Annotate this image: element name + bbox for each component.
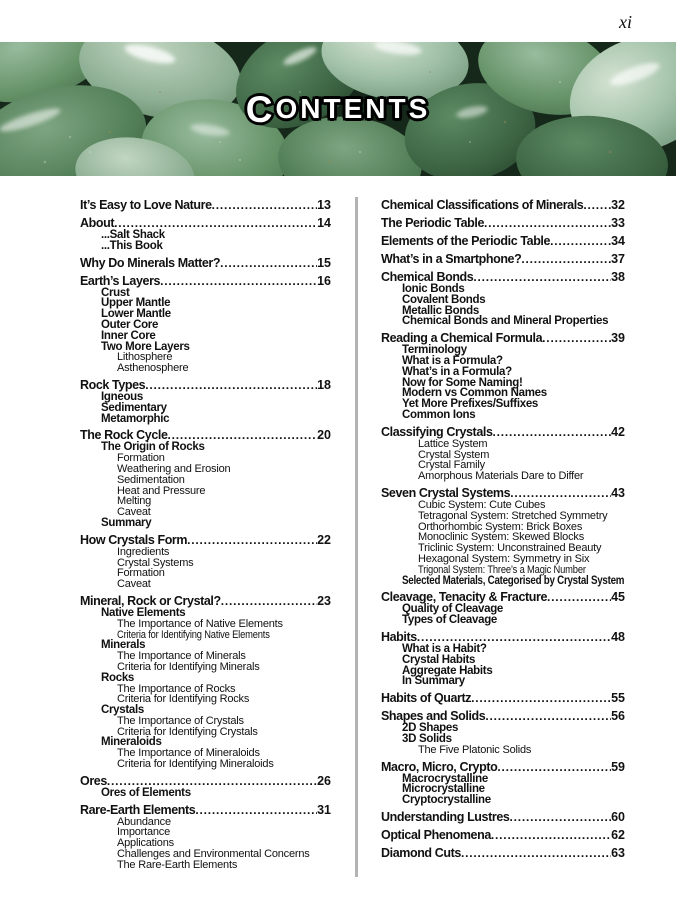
toc-entry-title: Elements of the Periodic Table (381, 234, 551, 248)
toc-page-number: 32 (611, 198, 625, 212)
toc-page-number: 62 (611, 827, 625, 842)
toc-entry (80, 774, 331, 788)
toc-subitem: Macrocrystalline (402, 772, 488, 785)
toc-subitem: Criteria for Identifying Mineraloids (117, 758, 274, 771)
toc-subitem: ...This Book (101, 239, 163, 252)
toc-subitem: 2D Shapes (402, 722, 459, 735)
toc-subitem: Criteria for Identifying Minerals (117, 660, 260, 673)
toc-page-number: 59 (611, 759, 625, 774)
toc-page-number: 23 (317, 593, 331, 608)
toc-subitem: Heat and Pressure (117, 484, 206, 497)
toc-entry-title: Macro, Micro, Crypto (381, 759, 498, 774)
toc-section (80, 198, 331, 212)
dot-leader (145, 378, 317, 392)
toc-subitem: Formation (117, 452, 165, 465)
toc-subitem: Caveat (117, 578, 151, 591)
dot-leader (473, 270, 611, 284)
toc-page-number: 42 (611, 424, 625, 439)
toc-section (381, 760, 625, 806)
toc-entry-title: Understanding Lustres (381, 809, 510, 824)
dot-leader (461, 846, 611, 860)
toc-subitem: Applications (117, 837, 174, 850)
toc-subitem: Trigonal System: Three’s a Magic Number (418, 563, 586, 576)
toc-subitem: Two More Layers (101, 340, 190, 353)
dot-leader (160, 274, 317, 288)
toc-subitem: Quality of Cleavage (402, 603, 504, 616)
toc-page-number: 20 (317, 428, 331, 443)
toc-page-number: 26 (317, 773, 331, 788)
toc-section (80, 378, 331, 424)
toc-page-number: 56 (611, 709, 625, 724)
dot-leader (187, 533, 317, 547)
toc-entry-title: Why Do Minerals Matter? (80, 255, 221, 270)
dot-leader (212, 198, 317, 212)
toc-subitem: Ores of Elements (101, 786, 191, 799)
toc-entry (381, 810, 625, 824)
toc-entry-title: Seven Crystal Systems (381, 485, 511, 500)
toc-subitem: Sedimentation (117, 473, 185, 486)
dot-leader (497, 760, 611, 774)
toc-entry (80, 274, 331, 288)
toc-page-number: 45 (611, 590, 625, 605)
toc-section (381, 331, 625, 421)
toc-subitem: Native Elements (101, 606, 186, 619)
toc-entry-title: Mineral, Rock or Crystal? (80, 593, 221, 608)
dot-leader (542, 331, 611, 345)
toc-entry-title: The Rock Cycle (80, 428, 168, 443)
toc-entry-title: Chemical Classifications of Minerals (381, 198, 584, 212)
dot-leader (491, 828, 611, 842)
toc-subitem: Terminology (402, 344, 467, 357)
toc-entry-title: Cleavage, Tenacity & Fracture (381, 590, 548, 605)
toc-subitem: Caveat (117, 506, 151, 519)
toc-entry (80, 428, 331, 442)
toc-section (381, 425, 625, 482)
toc-entry-title: Shapes and Solids (381, 709, 486, 724)
toc-subitem: The Importance of Crystals (117, 714, 244, 727)
toc-subitem: In Summary (402, 675, 465, 688)
toc-section (80, 216, 331, 252)
toc-entry-title: Optical Phenomena (381, 827, 491, 842)
toc-entry (381, 691, 625, 705)
toc-section (80, 428, 331, 528)
toc-section (381, 828, 625, 842)
toc-subitem: Criteria for Identifying Rocks (117, 693, 250, 706)
toc-subitem: Weathering and Erosion (117, 462, 231, 475)
toc-page-number: 43 (611, 485, 625, 500)
toc-subitem: Selected Materials, Categorised by Crystal System (402, 574, 625, 587)
toc-subitem: Ingredients (117, 545, 170, 558)
toc-subitem: Metamorphic (101, 412, 170, 425)
dot-leader (485, 709, 611, 723)
dot-leader (493, 425, 612, 439)
toc-entry (381, 216, 625, 230)
toc-subitem: Cubic System: Cute Cubes (418, 498, 546, 511)
toc-subitem: What is a Formula? (402, 354, 503, 367)
dot-leader (220, 256, 317, 270)
toc-page-number: 13 (317, 198, 331, 212)
toc-entry-title: Reading a Chemical Formula (381, 331, 543, 346)
contents-title-initial: C (245, 88, 276, 130)
toc-entry (381, 828, 625, 842)
toc-subitem: Chemical Bonds and Mineral Properties (402, 315, 609, 328)
toc-subitem: Outer Core (101, 318, 159, 331)
toc-subitem: Lower Mantle (101, 308, 171, 321)
toc-entry (381, 252, 625, 266)
dot-leader (583, 198, 611, 212)
toc-subitem: Covalent Bonds (402, 293, 486, 306)
toc-subitem: Melting (117, 495, 152, 508)
toc-subitem: Mineraloids (101, 736, 162, 749)
toc-section (381, 252, 625, 266)
toc-subitem: Minerals (101, 639, 146, 652)
toc-section (80, 803, 331, 871)
toc-page-number: 63 (611, 845, 625, 860)
toc-entry (381, 486, 625, 500)
toc-subitem: Triclinic System: Unconstrained Beauty (418, 542, 602, 555)
toc-subitem: Formation (117, 567, 165, 580)
toc-section (80, 274, 331, 374)
toc-subitem: Lattice System (418, 437, 488, 450)
dot-leader (547, 590, 611, 604)
toc-subitem: Aggregate Habits (402, 664, 493, 677)
toc-page-number: 37 (611, 252, 625, 266)
toc-subitem: Inner Core (101, 329, 156, 342)
toc-subitem: Summary (101, 516, 152, 529)
toc-entry (381, 630, 625, 644)
toc-subitem: Criteria for Identifying Crystals (117, 725, 258, 738)
toc-subitem: What is a Habit? (402, 642, 487, 655)
toc-subitem: Modern vs Common Names (402, 387, 547, 400)
contents-title (0, 42, 676, 176)
toc-subitem: Lithosphere (117, 351, 173, 364)
toc-page-number: 15 (317, 255, 331, 270)
toc-section (381, 270, 625, 327)
toc-subitem: Crystal System (418, 448, 490, 461)
toc-subitem: Challenges and Environmental Concerns (117, 848, 310, 861)
toc-page-number: 60 (611, 809, 625, 824)
toc-page-number: 55 (611, 691, 625, 706)
toc-entry-title: Rare-Earth Elements (80, 802, 196, 817)
toc-subitem: Ionic Bonds (402, 283, 465, 295)
toc-entry-title: Classifying Crystals (381, 424, 493, 439)
banner (0, 42, 676, 176)
toc-section (381, 486, 625, 586)
toc-section (80, 256, 331, 270)
toc-column-left (80, 198, 331, 871)
contents-title-rest: ONTENTS (275, 93, 431, 124)
toc-section (381, 691, 625, 705)
toc-entry-title: Chemical Bonds (381, 270, 474, 284)
dot-leader (484, 216, 611, 230)
toc-section (80, 533, 331, 590)
toc-subitem: 3D Solids (402, 732, 452, 745)
column-divider (355, 197, 358, 877)
toc-subitem: The Five Platonic Solids (418, 743, 532, 756)
dot-leader (521, 252, 611, 266)
toc-subitem: Crust (101, 286, 130, 299)
toc-subitem: Crystal Systems (117, 556, 194, 569)
toc-entry (381, 198, 625, 212)
toc-entry (80, 594, 331, 608)
toc-entry-title: What’s in a Smartphone? (381, 252, 522, 266)
toc-subitem: The Importance of Mineraloids (117, 747, 260, 760)
toc-entry-title: Habits of Quartz (381, 691, 472, 706)
toc-subitem: Criteria for Identifying Native Elements (117, 628, 270, 641)
toc-section (381, 846, 625, 860)
toc-section (381, 810, 625, 824)
toc-page-number: 38 (611, 270, 625, 284)
toc-subitem: Asthenosphere (117, 362, 189, 375)
toc-subitem: What’s in a Formula? (402, 365, 512, 378)
dot-leader (509, 810, 611, 824)
toc-page-number: 34 (611, 234, 625, 248)
toc-entry (381, 331, 625, 345)
toc-subitem: Metallic Bonds (402, 304, 479, 317)
toc-entry (381, 590, 625, 604)
toc-entry (381, 760, 625, 774)
toc-page-number: 18 (317, 377, 331, 392)
toc-subitem: Microcrystalline (402, 783, 485, 796)
toc-entry-title: Habits (381, 629, 417, 644)
toc-subitem: The Rare-Earth Elements (117, 858, 238, 871)
toc-entry-title: Earth’s Layers (80, 273, 161, 288)
toc-page-number: 39 (611, 331, 625, 346)
dot-leader (471, 691, 611, 705)
toc-entry-title: About (80, 216, 115, 230)
toc-entry (381, 846, 625, 860)
toc-subitem: Monoclinic System: Skewed Blocks (418, 531, 584, 544)
toc-subitem: Common Ions (402, 408, 476, 421)
toc-section (381, 709, 625, 755)
toc-section (381, 198, 625, 212)
dot-leader (550, 234, 611, 248)
toc-subitem: Cryptocrystalline (402, 794, 491, 807)
toc-entry-title: It’s Easy to Love Nature (80, 198, 212, 212)
dot-leader (221, 594, 317, 608)
toc-subitem: Igneous (101, 390, 143, 403)
toc-page-number: 22 (317, 532, 331, 547)
toc-subitem: Amorphous Materials Dare to Differ (418, 470, 584, 483)
toc-entry (381, 270, 625, 284)
dot-leader (195, 803, 317, 817)
toc-subitem: The Importance of Rocks (117, 682, 236, 695)
toc-subitem: Rocks (101, 671, 135, 684)
toc-entry-title: Diamond Cuts (381, 845, 461, 860)
toc-subitem: Importance (117, 826, 171, 839)
toc-section (80, 774, 331, 799)
toc-section (381, 630, 625, 687)
toc-subitem: Abundance (117, 815, 171, 828)
toc-entry (381, 709, 625, 723)
toc-entry (381, 425, 625, 439)
toc-subitem: Orthorhombic System: Brick Boxes (418, 520, 583, 533)
toc-section (80, 594, 331, 770)
toc-page-number: 33 (611, 216, 625, 230)
toc-entry-title: How Crystals Form (80, 532, 188, 547)
toc-entry-title: The Periodic Table (381, 216, 485, 230)
toc-entry-title: Rock Types (80, 377, 146, 392)
toc-subitem: Hexagonal System: Symmetry in Six (418, 552, 590, 565)
dot-leader (417, 630, 611, 644)
toc-subitem: The Importance of Minerals (117, 650, 246, 663)
toc-section (381, 590, 625, 626)
toc-section (381, 216, 625, 230)
toc-page-number: 16 (317, 273, 331, 288)
toc-entry (80, 378, 331, 392)
toc-entry (80, 198, 331, 212)
toc-subitem: Crystal Family (418, 459, 485, 472)
toc-column-right (381, 198, 625, 860)
toc-subitem: ...Salt Shack (101, 229, 165, 241)
page-number: xi (619, 12, 632, 32)
toc-page-number: 14 (317, 216, 331, 230)
toc-subitem: Upper Mantle (101, 297, 171, 310)
toc-subitem: Tetragonal System: Stretched Symmetry (418, 509, 608, 522)
toc-entry (80, 216, 331, 230)
dot-leader (107, 774, 317, 788)
toc-subitem: Now for Some Naming! (402, 376, 523, 389)
toc-subitem: The Origin of Rocks (101, 441, 205, 454)
toc-entry (80, 533, 331, 547)
toc-subitem: Types of Cleavage (402, 614, 498, 627)
toc-page-number: 31 (317, 802, 331, 817)
toc-subitem: Crystal Habits (402, 653, 476, 666)
toc-section (381, 234, 625, 248)
toc-entry (80, 803, 331, 817)
toc-subitem: Yet More Prefixes/Suffixes (402, 398, 539, 411)
toc-subitem: Crystals (101, 704, 144, 717)
toc-entry (80, 256, 331, 270)
dot-leader (510, 486, 611, 500)
dot-leader (114, 216, 317, 230)
toc-subitem: The Importance of Native Elements (117, 617, 283, 630)
dot-leader (168, 428, 318, 442)
toc-entry (381, 234, 625, 248)
toc-subitem: Sedimentary (101, 401, 167, 414)
toc-page-number: 48 (611, 629, 625, 644)
toc-entry-title: Ores (80, 773, 107, 788)
